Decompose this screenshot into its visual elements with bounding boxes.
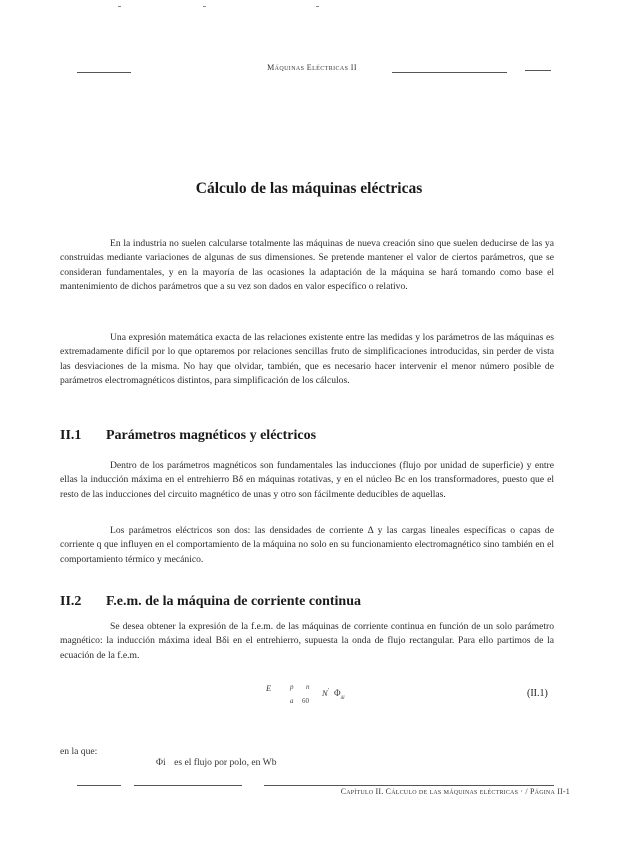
equation-frac1-den: a [290,697,294,705]
equation-lhs: E [266,683,272,693]
section-1-paragraph-2: Los parámetros eléctricos son dos: las densidades de corriente Δ y las cargas lineales específicas o capas de corriente q que influyen en el comportamiento de la máquina no solo en su funcionamiento electromagnético sino también en el comportamiento térmico y mecánico. [60,525,554,565]
where-lead: en la que: [60,746,98,757]
footer-rule-mid [134,785,242,786]
running-header: Máquinas Eléctricas II [267,63,357,72]
section-number: II.1 [60,428,82,443]
equation-phi: $\Phi_{\delta i}$ [334,688,345,701]
intro-paragraph-2: Una expresión matemática exacta de las relaciones existente entre las medidas y los parámetros de las máquinas es extremadamente difícil por lo que optaremos por relaciones sencillas fruto de simplificaciones introducidas, sin perder de vista las desviaciones de la misma. No hay que olvidar, también, que es necesario hacer intervenir el menor número posible de parámetros electromagnéticos distintos, para simplificación de los cálculos. [60,332,554,387]
header-rule-left [77,72,131,73]
equation-frac1-num: p [290,683,294,691]
equation-n-var: N' [322,688,329,698]
equation-frac2-num: n [306,683,310,691]
equation-frac2-den: 60 [302,697,309,705]
footer-rule-left [77,785,121,786]
section-number: II.2 [60,594,82,609]
phi-symbol: Φi [156,757,166,768]
equation-number: (II.1) [527,688,548,699]
phi-description: es el flujo por polo, en Wb [174,757,277,768]
scan-mark [316,6,319,7]
section-title: F.e.m. de la máquina de corriente continua [106,594,361,609]
section-heading-ii-1 [60,428,316,444]
section-heading-ii-2 [60,594,361,610]
section-2-paragraph-1: Se desea obtener la expresión de la f.e.m. de las máquinas de corriente continua en función de un solo parámetro magnético: la inducción máxima ideal Bδi en el entrehierro, supuesta la onda de flujo rectangular. Para ello partimos de la ecuación de la f.e.m. [60,621,554,661]
header-rule-right-end [525,70,551,71]
page-footer: Capítulo II. Cálculo de las máquinas eléctricas · / Página II-1 [340,787,570,796]
page-title: Cálculo de las máquinas eléctricas [195,180,423,197]
header-rule-right [392,72,507,73]
section-1-paragraph-1: Dentro de los parámetros magnéticos son fundamentales las inducciones (flujo por unidad de superficie) y entre ellas la inducción máxima en el entrehierro Bδ en máquinas rotativas, y en el núcleo Bc en los transformadores, puesto que el resto de las inducciones del circuito magnético de unas y otro son fácilmente deducibles de aquellas. [60,460,554,500]
scan-mark [118,6,121,7]
section-title: Parámetros magnéticos y eléctricos [106,428,317,443]
intro-paragraph-1: En la industria no suelen calcularse totalmente las máquinas de nueva creación sino que suelen deducirse de las ya construidas mediante variaciones de algunas de sus dimensiones. Se pretende mantener el valor de ciertos parámetros, que se consideran fundamentales, y en la mayoría de las ocasiones la adaptación de la máquina se hará tomando como base el mantenimiento de dichos parámetros que a su vez son dados en valor específico o relativo. [60,238,554,293]
footer-rule-right [264,785,554,786]
where-definition [156,757,277,768]
scan-mark [203,6,206,7]
